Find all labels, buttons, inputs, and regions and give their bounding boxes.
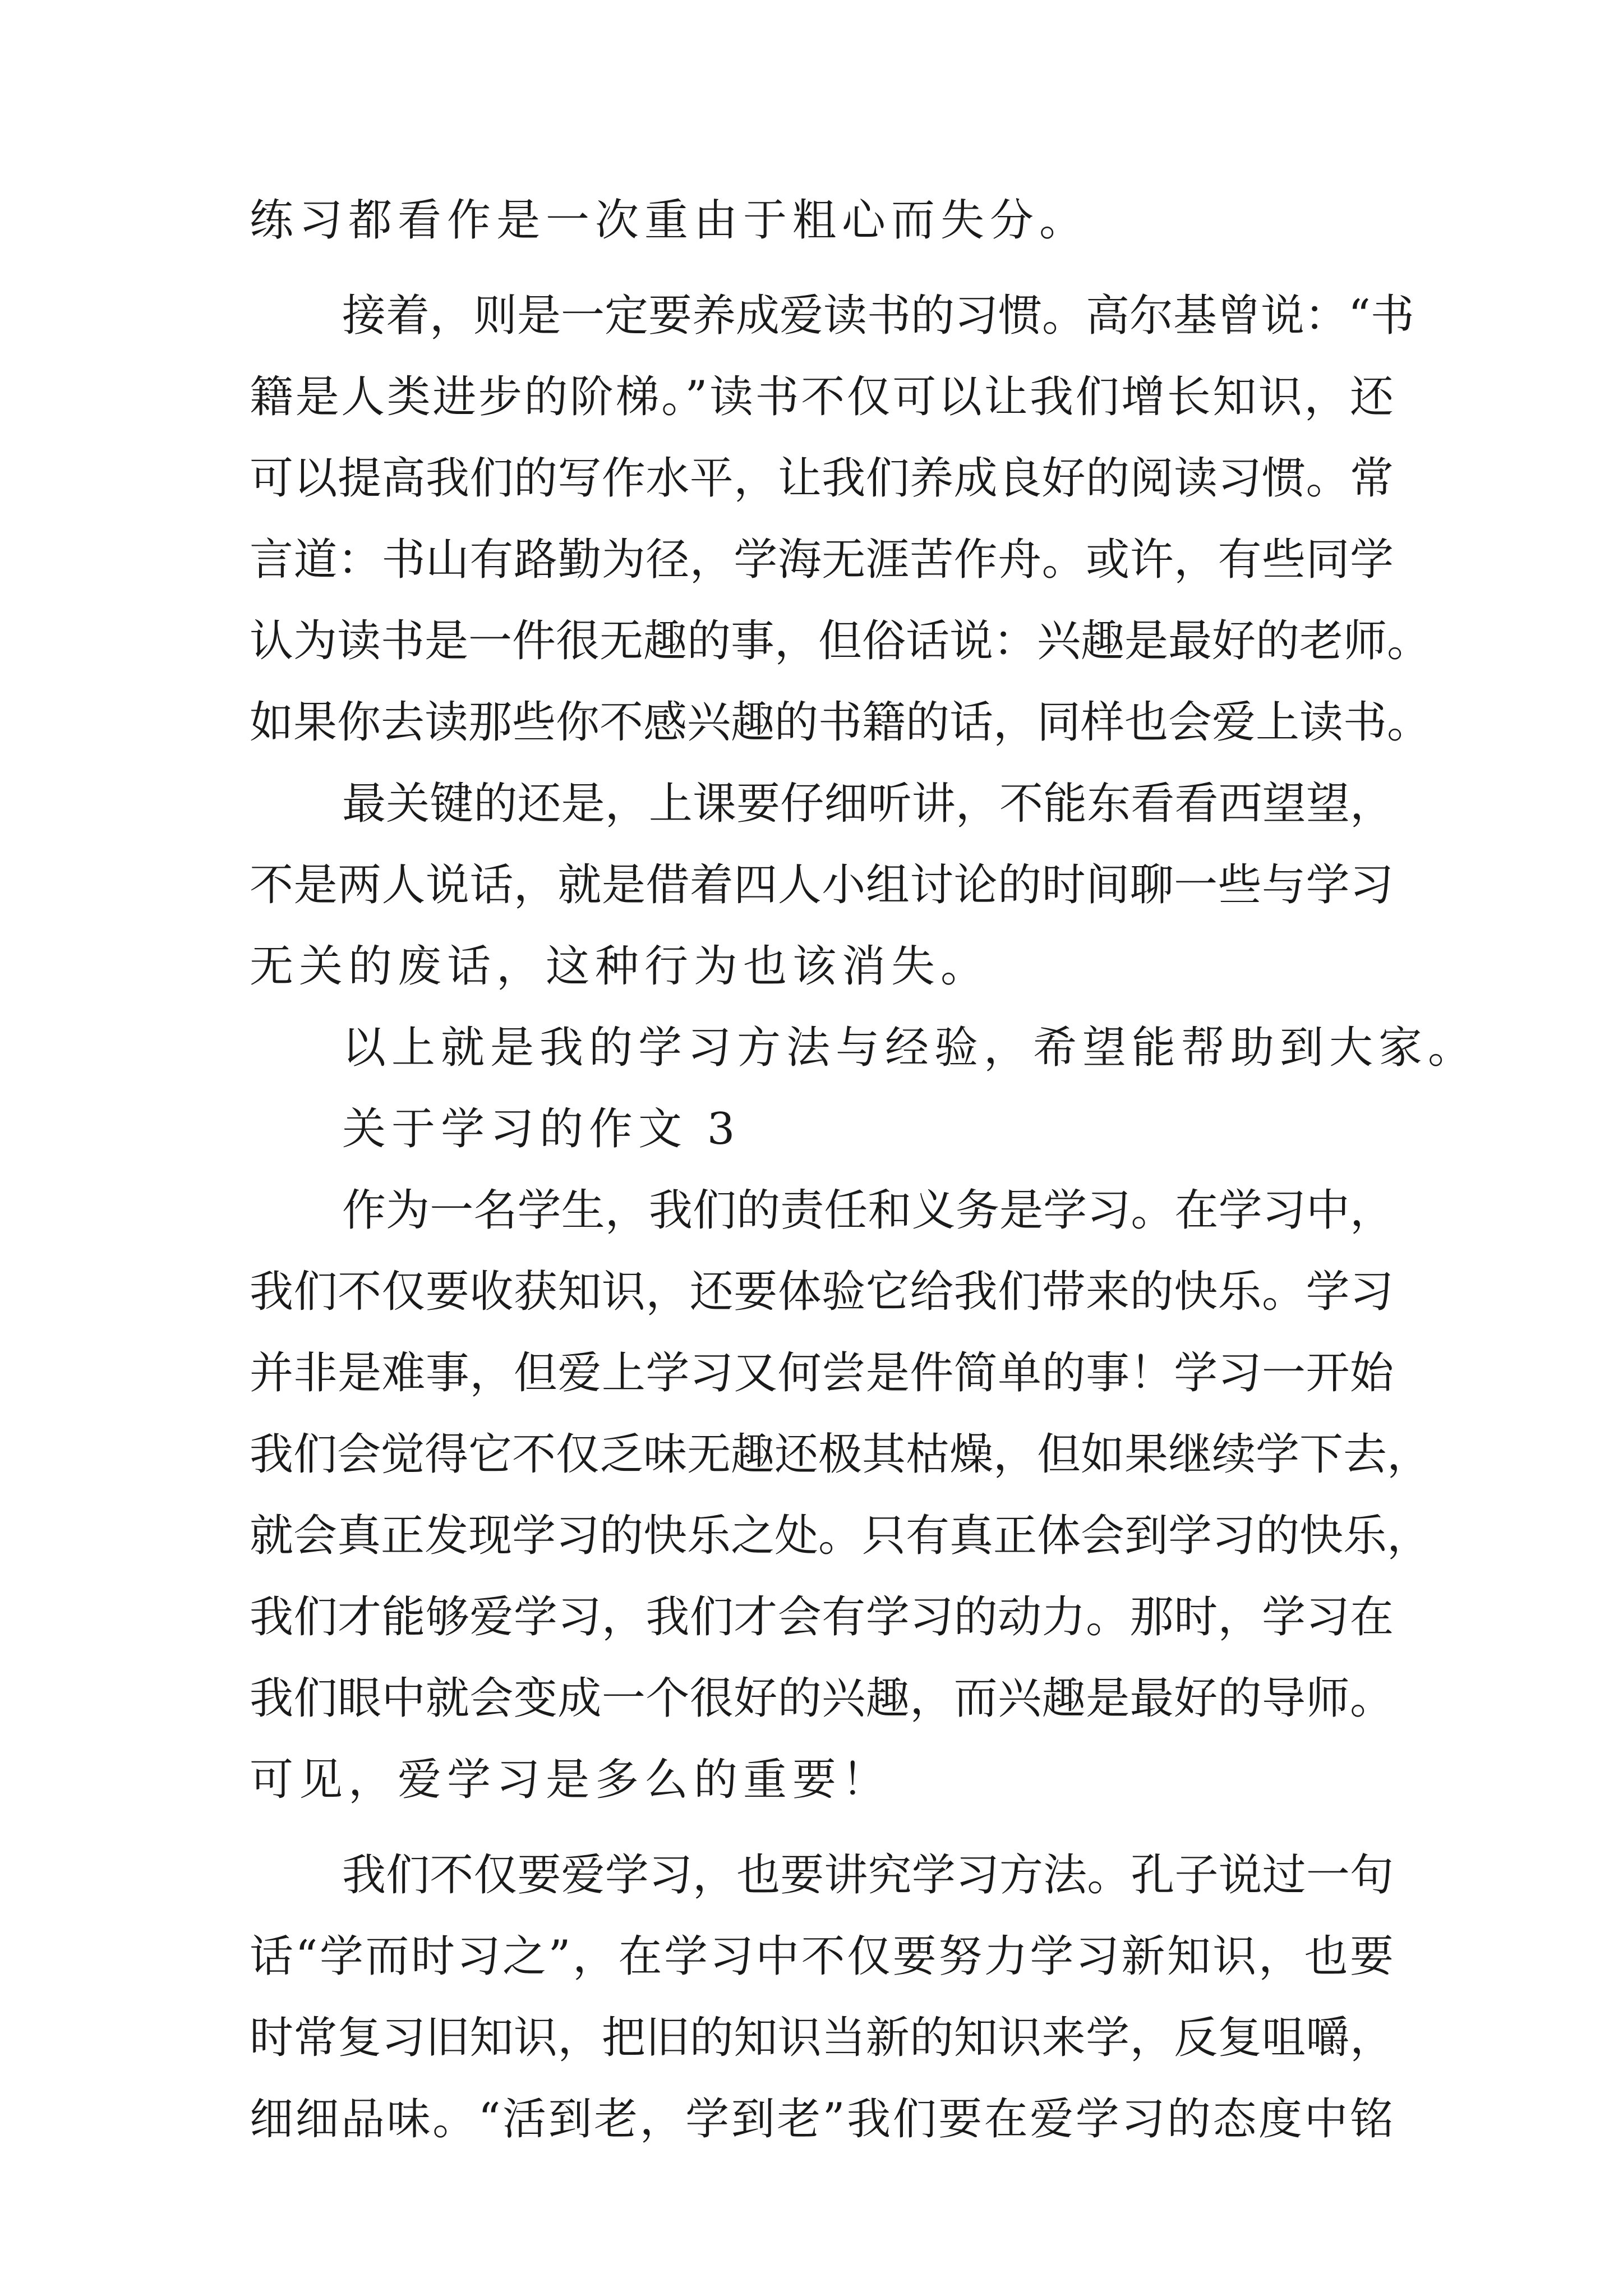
- paragraph-first-line: 作为一名学生，我们的责任和义务是学习。在学习中，: [342, 1185, 1394, 1236]
- text-line: 我们会觉得它不仅乏味无趣还极其枯燥，但如果继续学下去，: [250, 1429, 1431, 1480]
- paragraph-first-line: 我们不仅要爱学习，也要讲究学习方法。孔子说过一句: [342, 1850, 1394, 1901]
- text-line: 可见，爱学习是多么的重要！: [250, 1755, 892, 1805]
- text-line: 如果你去读那些你不感兴趣的书籍的话，同样也会爱上读书。: [250, 697, 1431, 748]
- text-line: 可以提高我们的写作水平，让我们养成良好的阅读习惯。常: [250, 453, 1394, 504]
- text-line: 就会真正发现学习的快乐之处。只有真正体会到学习的快乐，: [250, 1511, 1431, 1561]
- text-line: 不是两人说话，就是借着四人小组讨论的时间聊一些与学习: [250, 860, 1394, 910]
- text-line: 时常复习旧知识，把旧的知识当新的知识来学，反复咀嚼，: [250, 2013, 1394, 2063]
- text-line: 言道：书山有路勤为径，学海无涯苦作舟。或许，有些同学: [250, 535, 1394, 585]
- text-line: 话“学而时习之”，在学习中不仅要努力学习新知识，也要: [250, 1931, 1394, 1982]
- text-line: 我们不仅要收获知识，还要体验它给我们带来的快乐。学习: [250, 1267, 1394, 1317]
- section-heading: 关于学习的作文 3: [342, 1104, 741, 1154]
- text-line: 我们才能够爱学习，我们才会有学习的动力。那时，学习在: [250, 1592, 1394, 1642]
- text-line: 认为读书是一件很无趣的事，但俗话说：兴趣是最好的老师。: [250, 616, 1431, 666]
- text-line: 无关的废话，这种行为也该消失。: [250, 941, 990, 992]
- paragraph-first-line: 接着，则是一定要养成爱读书的习惯。高尔基曾说：“书: [342, 291, 1414, 341]
- text-line: 细细品味。“活到老，学到老”我们要在爱学习的态度中铭: [250, 2094, 1394, 2145]
- text-line: 练习都看作是一次重由于粗心而失分。: [250, 195, 1089, 246]
- paragraph-first-line: 以上就是我的学习方法与经验，希望能帮助到大家。: [342, 1023, 1478, 1073]
- text-line: 并非是难事，但爱上学习又何尝是件简单的事！学习一开始: [250, 1348, 1394, 1398]
- text-line: 籍是人类进步的阶梯。”读书不仅可以让我们增长知识，还: [250, 372, 1394, 422]
- text-line: 我们眼中就会变成一个很好的兴趣，而兴趣是最好的导师。: [250, 1673, 1394, 1724]
- paragraph-first-line: 最关键的还是，上课要仔细听讲，不能东看看西望望，: [342, 779, 1394, 829]
